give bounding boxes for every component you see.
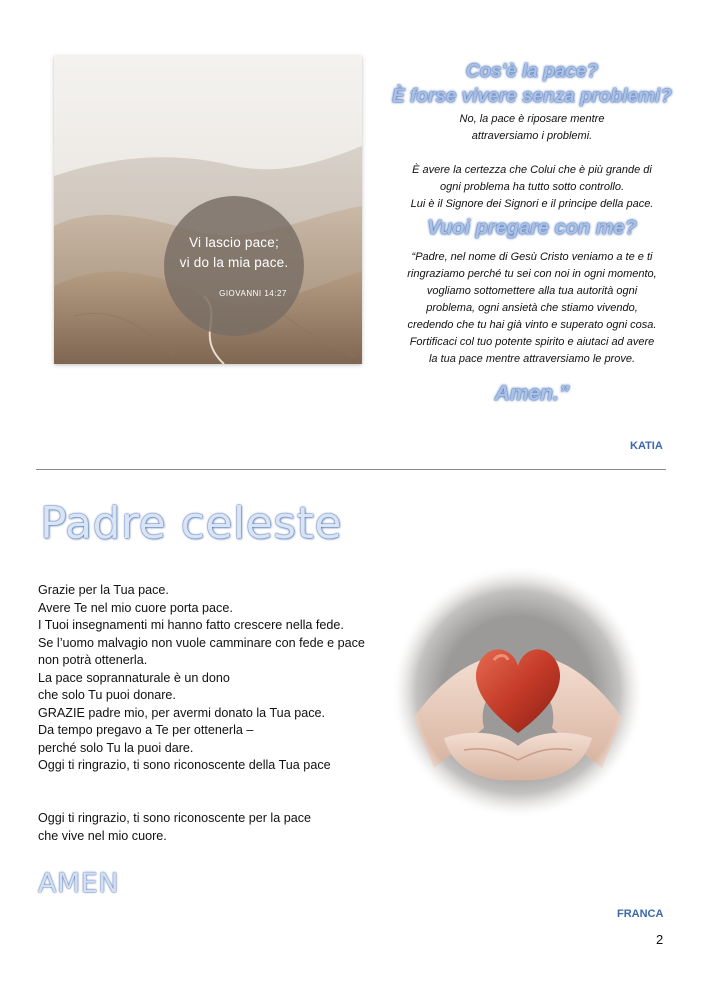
paragraph-line: attraversiamo i problemi. bbox=[471, 130, 593, 142]
heading-without-problems: È forse vivere senza problemi? bbox=[392, 86, 672, 107]
page-title: Padre celeste bbox=[40, 498, 342, 549]
poem-line: Oggi ti ringrazio, ti sono riconoscente della Tua pace bbox=[38, 758, 331, 772]
prayer-line: ringraziamo perché tu sei con noi in ogni momento, bbox=[407, 268, 657, 280]
prayer-line: “Padre, nel nome di Gesù Cristo veniamo a te e ti bbox=[411, 251, 653, 263]
heart-illustration bbox=[394, 568, 642, 816]
heading-what-is-peace: Cos'è la pace? bbox=[465, 61, 599, 82]
peace-text-column bbox=[382, 60, 682, 408]
prayer-line: problema, ogni ansietà che stiamo vivendo, bbox=[426, 302, 638, 314]
closing-line: Oggi ti ringrazio, ti sono riconoscente per la pace bbox=[38, 811, 312, 825]
poem-line: GRAZIE padre mio, per avermi donato la Tua pace. bbox=[38, 705, 325, 720]
verse-desert-image bbox=[54, 56, 362, 364]
poem-line: I Tuoi insegnamenti mi hanno fatto crescere nella fede. bbox=[38, 618, 344, 632]
prayer-line: vogliamo sottomettere alla tua autorità ogni bbox=[426, 285, 638, 297]
closing-line: che vive nel mio cuore. bbox=[38, 829, 167, 843]
verse-reference: GIOVANNI 14:27 bbox=[219, 289, 287, 298]
poem-line: Da tempo pregavo a Te per ottenerla – bbox=[38, 723, 254, 737]
amen-heading: AMEN bbox=[38, 868, 120, 899]
poem-line: Grazie per la Tua pace. bbox=[38, 583, 169, 597]
hands-heart-image bbox=[394, 568, 642, 816]
poem-line: La pace soprannaturale è un dono bbox=[38, 670, 230, 685]
section-divider bbox=[36, 469, 666, 470]
page-number: 2 bbox=[656, 932, 664, 947]
prayer-line: Fortificaci col tuo potente spirito e aiutaci ad avere bbox=[409, 336, 655, 348]
poem-text bbox=[38, 582, 398, 775]
heading-pray-with-me: Vuoi pregare con me? bbox=[427, 217, 637, 239]
poem-line: perché solo Tu la puoi dare. bbox=[38, 740, 194, 755]
verse-line-2: vi do la mia pace. bbox=[179, 255, 289, 270]
paragraph-certainty bbox=[382, 162, 682, 213]
paragraph-line: Lui è il Signore dei Signori e il principe della pace. bbox=[410, 198, 654, 210]
paragraph-line: ogni problema ha tutto sotto controllo. bbox=[439, 181, 625, 193]
closing-text bbox=[38, 809, 398, 845]
prayer-amen: Amen.” bbox=[494, 382, 570, 405]
author-katia: KATIA bbox=[630, 440, 663, 452]
poem-line: Se l’uomo malvagio non vuole camminare con fede e pace bbox=[38, 635, 365, 650]
prayer-line: credendo che tu hai già vinto e superato ogni cosa. bbox=[407, 319, 657, 331]
prayer-text bbox=[382, 249, 682, 368]
poem-line: che solo Tu puoi donare. bbox=[38, 688, 176, 702]
poem-line: non potrà ottenerla. bbox=[38, 653, 148, 667]
verse-line-1: Vi lascio pace; bbox=[189, 235, 279, 250]
paragraph-line: No, la pace è riposare mentre bbox=[459, 113, 605, 125]
author-franca: FRANCA bbox=[617, 908, 664, 920]
paragraph-line: È avere la certezza che Colui che è più grande di bbox=[412, 164, 652, 176]
poem-line: Avere Te nel mio cuore porta pace. bbox=[38, 600, 233, 615]
prayer-line: la tua pace mentre attraversiamo le prove. bbox=[428, 353, 636, 365]
paragraph-rest bbox=[382, 111, 682, 145]
verse-circle bbox=[164, 196, 304, 336]
